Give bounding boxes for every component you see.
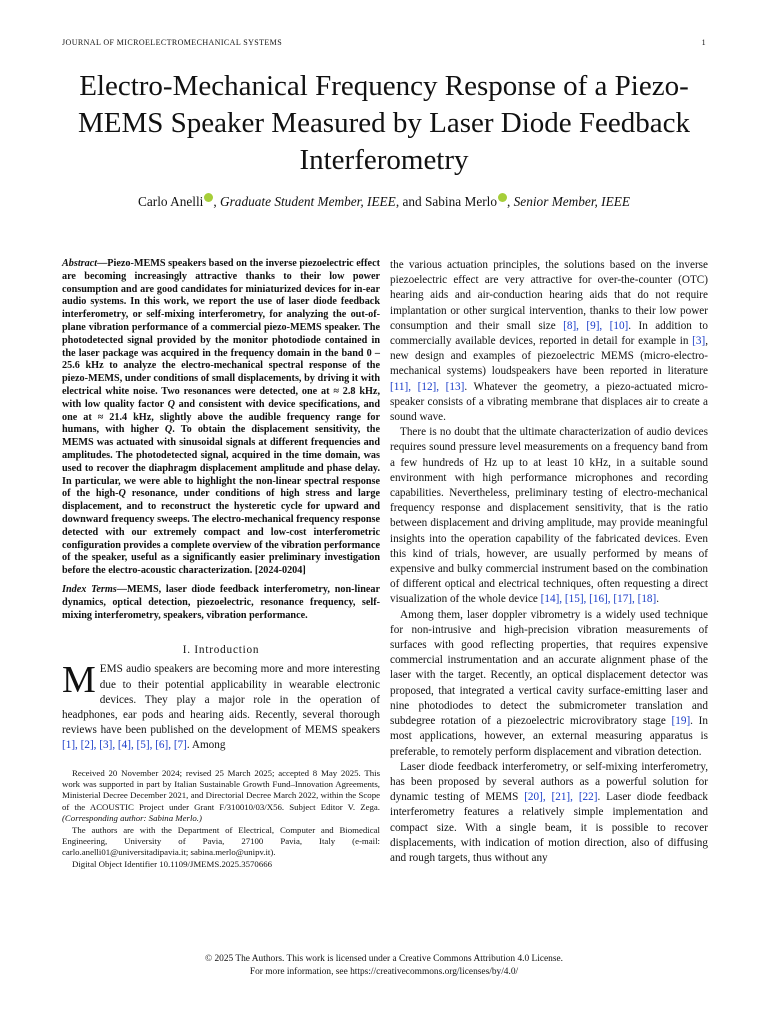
abstract-text: and consistent with device specifications, and one at ≈ 21.4 kHz, slightly above the audible frequency range for humans, with higher	[62, 398, 380, 436]
license-line: © 2025 The Authors. This work is licensed under a Creative Commons Attribution 4.0 License.	[204, 954, 564, 964]
body-text: . In addition to commercially available devices, reported in detail for example in	[390, 319, 708, 348]
intro-text: EMS audio speakers are becoming more and more interesting due to their potential applicability in wearable electronic devices. They play a major role in the operation of headphones, ear pods and hearing aids. Recently, several thorough reviews have been published on the development of MEMS speakers	[62, 663, 380, 737]
citation-link[interactable]: [3]	[692, 335, 706, 348]
abstract-q: Q	[167, 398, 175, 410]
drop-cap: M	[62, 659, 96, 702]
body-paragraph	[390, 258, 708, 425]
body-paragraph	[390, 425, 708, 607]
author-1-role: Graduate Student Member, IEEE	[220, 194, 396, 209]
intro-text: . Among	[186, 739, 226, 752]
page-number: 1	[701, 38, 706, 47]
section-heading-introduction: I. Introduction	[182, 644, 260, 657]
body-text: Among them, laser doppler vibrometry is a widely used technique for non-intrusive and high-precision vibration measurements of surfaces with good reflecting properties, that requires expensive commercial instrumentation and an accurate alignment phase of the laser with the target. Recently, an optical displacement detector was proposed, that integrated a vertical cavity surface-emitting laser and nine photodiodes to detect the submicrometer translation and subdegree rotation of a piezoelectric microvibratory stage	[390, 608, 708, 728]
body-text: . Laser diode feedback interferometry features a relatively simple implementation and compact size. With a single beam, it is possible to recover displacements, with indication of motion direction, also of diffusing and rough targets, thus without any	[390, 791, 709, 864]
body-text: Laser diode feedback interferometry, or self-mixing interferometry, has been proposed by several authors as a powerful solution for dynamic testing of MEMS	[390, 760, 708, 804]
body-text: . Whatever the geometry, a piezo-actuated micro-speaker consists of a vibrating membrane that displaces air to create a sound wave.	[390, 380, 708, 424]
footnote-received	[62, 768, 380, 825]
abstract-text: . To obtain the displacement sensitivity, the MEMS was actuated with sinusoidal signals at different frequencies and amplitudes. The photodetected signal, acquired in the time domain, was used to recover the diaphragm displacement amplitude and phase delay. In particular, we were able to highlight the non-linear spectral response of the high-	[62, 424, 380, 500]
running-head	[62, 38, 706, 47]
citation-link[interactable]: [1], [2], [3], [4], [5], [6], [7]	[62, 739, 187, 752]
citation-link[interactable]: [14], [15], [16], [17], [18]	[540, 593, 657, 606]
author-1-name: Carlo Anelli	[138, 194, 204, 209]
footnote-doi: Digital Object Identifier 10.1109/JMEMS.2025.3570666	[72, 858, 273, 869]
abstract-q: Q	[118, 488, 126, 500]
index-terms-label: Index Terms	[62, 583, 117, 595]
body-text: , new design and examples of piezoelectric MEMS (micro-electro-mechanical systems) loudspeakers have been reported in literature	[390, 335, 708, 378]
footnote-received-text: Received 20 November 2024; revised 25 March 2025; accepted 8 May 2025. This work was supported in part by Italian Sustainable Growth Fund–Innovation Agreements, Ministerial Decree December 2021, and Directorial Decree March 2022, within the Scope of the ACOUSTIC Project under Grant F/310010/03/X56. Subject Editor V. Zega.	[62, 767, 380, 812]
body-text: .	[656, 593, 660, 606]
abstract-text: —Piezo-MEMS speakers based on the inverse piezoelectric effect are becoming increasingly attractive thanks to their low power consumption and are good candidates for miniaturized devices for in-ear audio systems. In this work, we report the use of laser diode feedback interferometry, or self-mixing interferometry, for analyzing the out-of-plane vibration performance of a commercial piezo-MEMS speaker. The photodetected signal provided by the monitor photodiode contained in the laser package was acquired in the frequency domain in the band 0 – 25.6 kHz to analyze the electro-mechanical spectral response of the piezo-MEMS, under conditions of small displacements, by driving it with electrical white noise. Two resonances were detected, one at ≈ 2.8 kHz, with low quality factor	[62, 258, 380, 410]
right-column	[390, 258, 708, 866]
corresponding-author: (Corresponding author: Sabina Merlo.)	[62, 813, 202, 824]
citation-link[interactable]: [11], [12], [13]	[390, 380, 465, 393]
paper-title: Electro-Mechanical Frequency Response of a Piezo-MEMS Speaker Measured by Laser Diode Feedback Interferometry	[77, 70, 691, 176]
body-paragraph	[390, 760, 708, 866]
left-column	[62, 258, 380, 870]
license-notice	[62, 953, 706, 978]
index-terms-text: —MEMS, laser diode feedback interferometry, non-linear dynamics, optical detection, piezoelectric, resonance frequency, self-mixing interferometry, speakers, vibration performance.	[62, 583, 380, 621]
footnote	[62, 768, 380, 871]
author-2-name: Sabina Merlo	[424, 194, 497, 209]
author-conjunction: , and	[395, 194, 425, 209]
body-text: . In most applications, however, an external measuring apparatus is preferable, to remotely perform displacement and vibration detection.	[390, 715, 708, 758]
abstract-text: resonance, under conditions of high stress and large displacement, and to reconstruct the hysteretic cycle for upward and downward frequency sweeps. The electro-mechanical frequency response detected with our extremely compact and low-cost interferometric configuration provides a complete overview of the vibration performance of the speaker, useful as a significantly easier preliminary investigation before the electro-acoustic characterization. [2024-0204]	[62, 488, 381, 577]
author-line: Carlo Anelli , Graduate Student Member, IEEE, and Sabina Merlo , Senior Member, IEEE	[138, 194, 630, 209]
orcid-icon[interactable]	[498, 193, 507, 202]
intro-paragraph	[62, 659, 380, 753]
citation-link[interactable]: [8], [9], [10]	[563, 319, 629, 332]
orcid-icon[interactable]	[204, 193, 213, 202]
author-2-role: Senior Member, IEEE	[513, 194, 630, 209]
abstract	[62, 258, 380, 578]
citation-link[interactable]: [20], [21], [22]	[524, 791, 598, 804]
license-link[interactable]: For more information, see https://creativecommons.org/licenses/by/4.0/	[249, 966, 519, 977]
footnote-affiliation: The authors are with the Department of Electrical, Computer and Biomedical Engineering, University of Pavia, 27100 Pavia, Italy (e-mail: carlo.anelli01@universitadipavia.it; sabina.merlo@unipv.it).	[62, 824, 380, 858]
body-text: the various actuation principles, the solutions based on the inverse piezoelectric effect are very attractive for over-the-counter (OTC) hearing aids and air-conduction hearing aids that do not require implantation or other surgical intervention, thanks to their low power consumption and their small size	[390, 259, 708, 332]
body-text: There is no doubt that the ultimate characterization of audio devices requires sound pressure level measurements on a frequency band from a few hundreds of Hz up to at least 10 kHz, in a suitable sound environment with high performance microphones and recording capabilities. Nevertheless, preliminary testing of electro-mechanical frequency response and displacement sensitivity, that is the ratio between displacement and driving amplitude, may provide meaningful insights into the operation capability of the fabricated devices. Even this kind of trials, however, are usually performed by means of expensive and bulky commercial instrument based on the combination of different optical and electrical techniques, often requesting a direct visualization of the whole device	[390, 426, 708, 606]
index-terms	[62, 584, 380, 622]
body-paragraph	[390, 608, 708, 760]
abstract-q: Q	[164, 424, 173, 436]
journal-name: JOURNAL OF MICROELECTROMECHANICAL SYSTEMS	[62, 38, 283, 47]
abstract-label: Abstract	[62, 258, 98, 269]
citation-link[interactable]: [19]	[671, 715, 691, 728]
